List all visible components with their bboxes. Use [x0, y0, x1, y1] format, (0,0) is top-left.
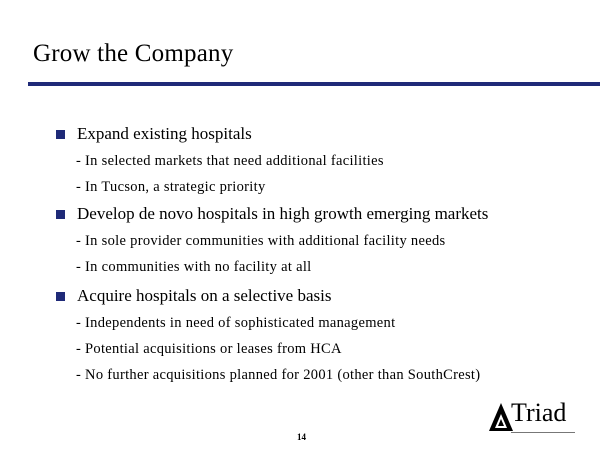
page-number: 14: [297, 432, 306, 442]
bullet-item: [56, 200, 586, 228]
bullet-text: Acquire hospitals on a selective basis: [77, 286, 332, 305]
square-bullet-icon: [56, 210, 65, 219]
square-bullet-icon: [56, 130, 65, 139]
sub-bullet: - In Tucson, a strategic priority: [76, 179, 266, 195]
sub-bullet: - Independents in need of sophisticated management: [76, 315, 396, 331]
sub-bullet: - In sole provider communities with additional facility needs: [76, 233, 446, 249]
bullet-item: [56, 120, 586, 148]
triad-triangle-icon: [489, 403, 513, 433]
sub-bullet: - Potential acquisitions or leases from HCA: [76, 341, 342, 357]
logo-wordmark: Triad: [511, 398, 567, 427]
bullet-text: Expand existing hospitals: [77, 124, 252, 143]
sub-bullet: - In selected markets that need additional facilities: [76, 153, 384, 169]
company-logo: [489, 398, 579, 437]
bullet-text: Develop de novo hospitals in high growth emerging markets: [77, 204, 489, 223]
sub-bullet: - In communities with no facility at all: [76, 259, 312, 275]
square-bullet-icon: [56, 292, 65, 301]
title-rule: [28, 82, 600, 86]
bullet-item: [56, 282, 586, 310]
slide-title: Grow the Company: [33, 40, 234, 67]
logo-underline: [511, 432, 575, 433]
sub-bullet: - No further acquisitions planned for 2001 (other than SouthCrest): [76, 367, 481, 383]
bullet-list: [56, 120, 586, 388]
